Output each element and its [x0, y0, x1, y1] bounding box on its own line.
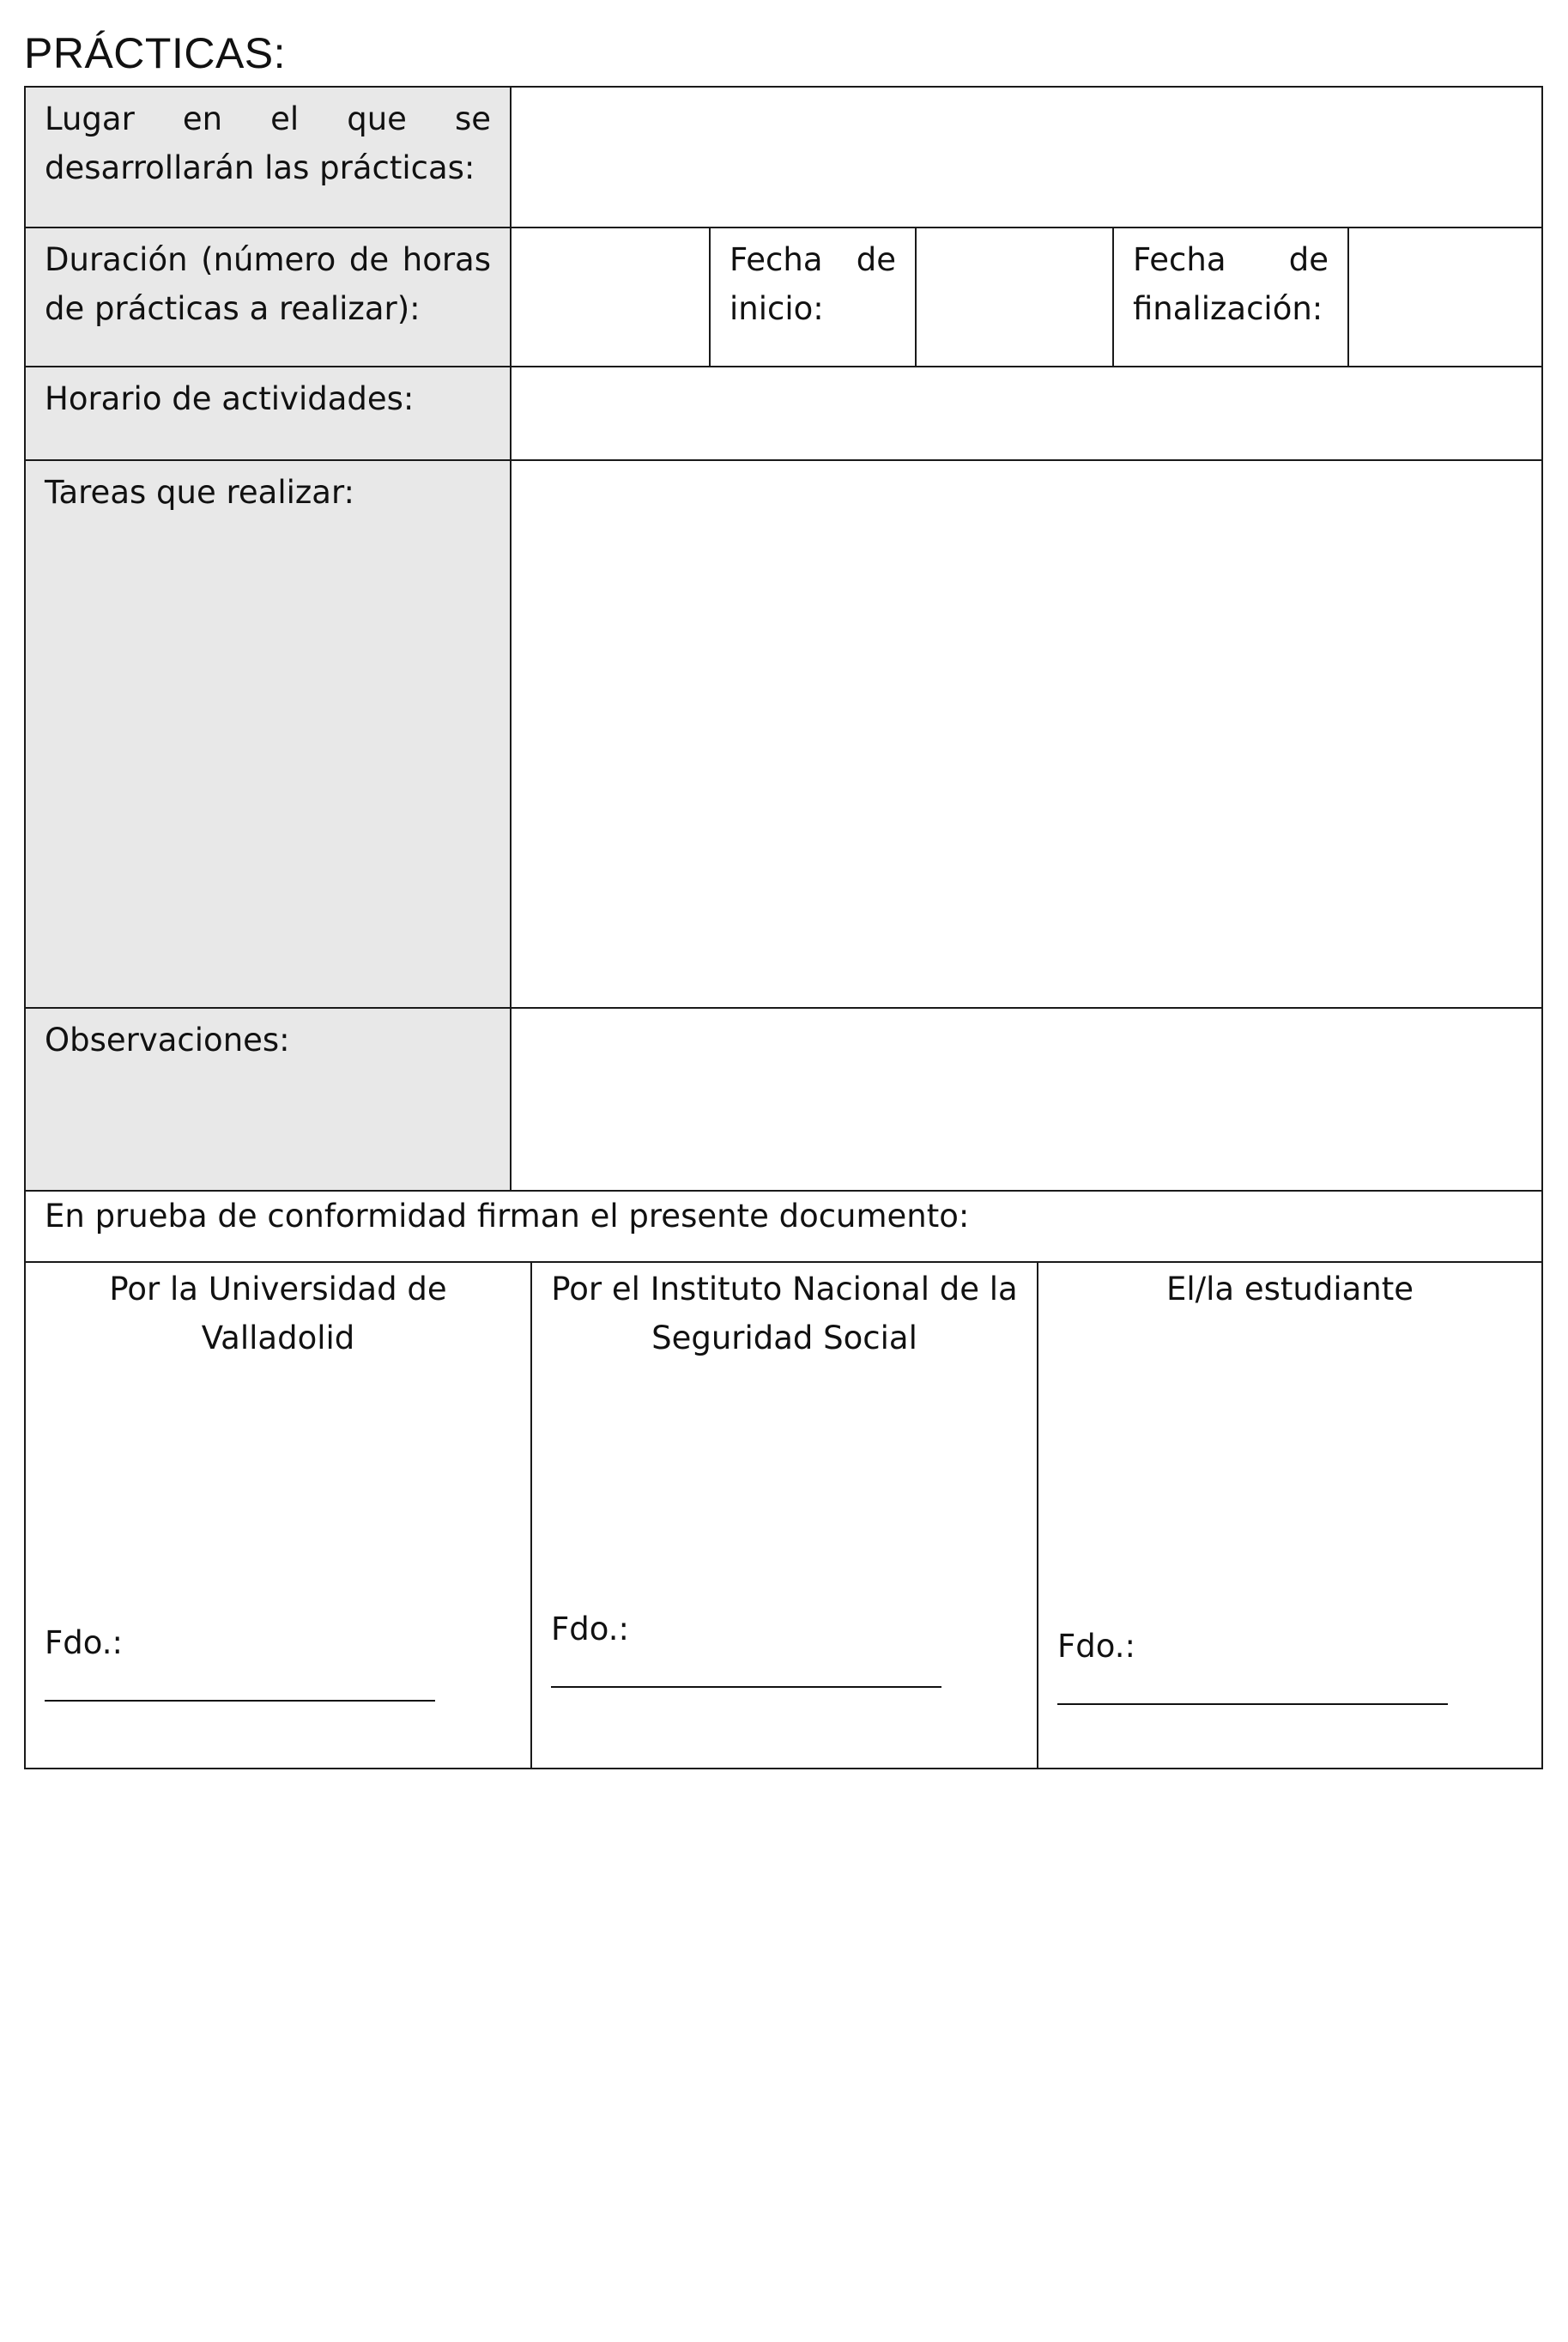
- observaciones-field[interactable]: [512, 1009, 1541, 1192]
- lugar-label: Lugar en el que se desarrollarán las prácticas:: [26, 88, 512, 228]
- signature-universidad-line[interactable]: [45, 1700, 435, 1702]
- lugar-field[interactable]: [512, 88, 1541, 228]
- signature-estudiante-line[interactable]: [1057, 1703, 1448, 1705]
- signature-inss-fdo: Fdo.:: [551, 1611, 629, 1647]
- page-title: PRÁCTICAS:: [24, 29, 287, 77]
- signature-universidad-fdo: Fdo.:: [45, 1624, 123, 1661]
- fecha-inicio-field[interactable]: [917, 228, 1114, 367]
- signature-estudiante-title: El/la estudiante: [1166, 1271, 1414, 1308]
- fecha-inicio-label: Fecha de inicio:: [711, 228, 917, 367]
- signature-universidad-title: Por la Universidad de Valladolid: [109, 1271, 447, 1356]
- conformidad-text: En prueba de conformidad firman el presente documento:: [26, 1192, 1541, 1263]
- signature-universidad: [26, 1263, 532, 1768]
- signature-inss-title: Por el Instituto Nacional de la Seguridad Social: [551, 1271, 1018, 1356]
- duracion-label: Duración (número de horas de prácticas a realizar):: [26, 228, 512, 367]
- horario-label: Horario de actividades:: [26, 367, 512, 461]
- tareas-label: Tareas que realizar:: [26, 461, 512, 1009]
- fecha-fin-field[interactable]: [1349, 228, 1541, 367]
- signature-inss: [532, 1263, 1038, 1768]
- signature-estudiante-fdo: Fdo.:: [1057, 1628, 1135, 1665]
- tareas-field[interactable]: [512, 461, 1541, 1009]
- fecha-fin-label: Fecha de finalización:: [1114, 228, 1349, 367]
- horario-field[interactable]: [512, 367, 1541, 461]
- duracion-field[interactable]: [512, 228, 711, 367]
- signature-estudiante: [1038, 1263, 1541, 1768]
- practicas-form: [24, 86, 1543, 1769]
- observaciones-label: Observaciones:: [26, 1009, 512, 1192]
- signature-inss-line[interactable]: [551, 1686, 941, 1688]
